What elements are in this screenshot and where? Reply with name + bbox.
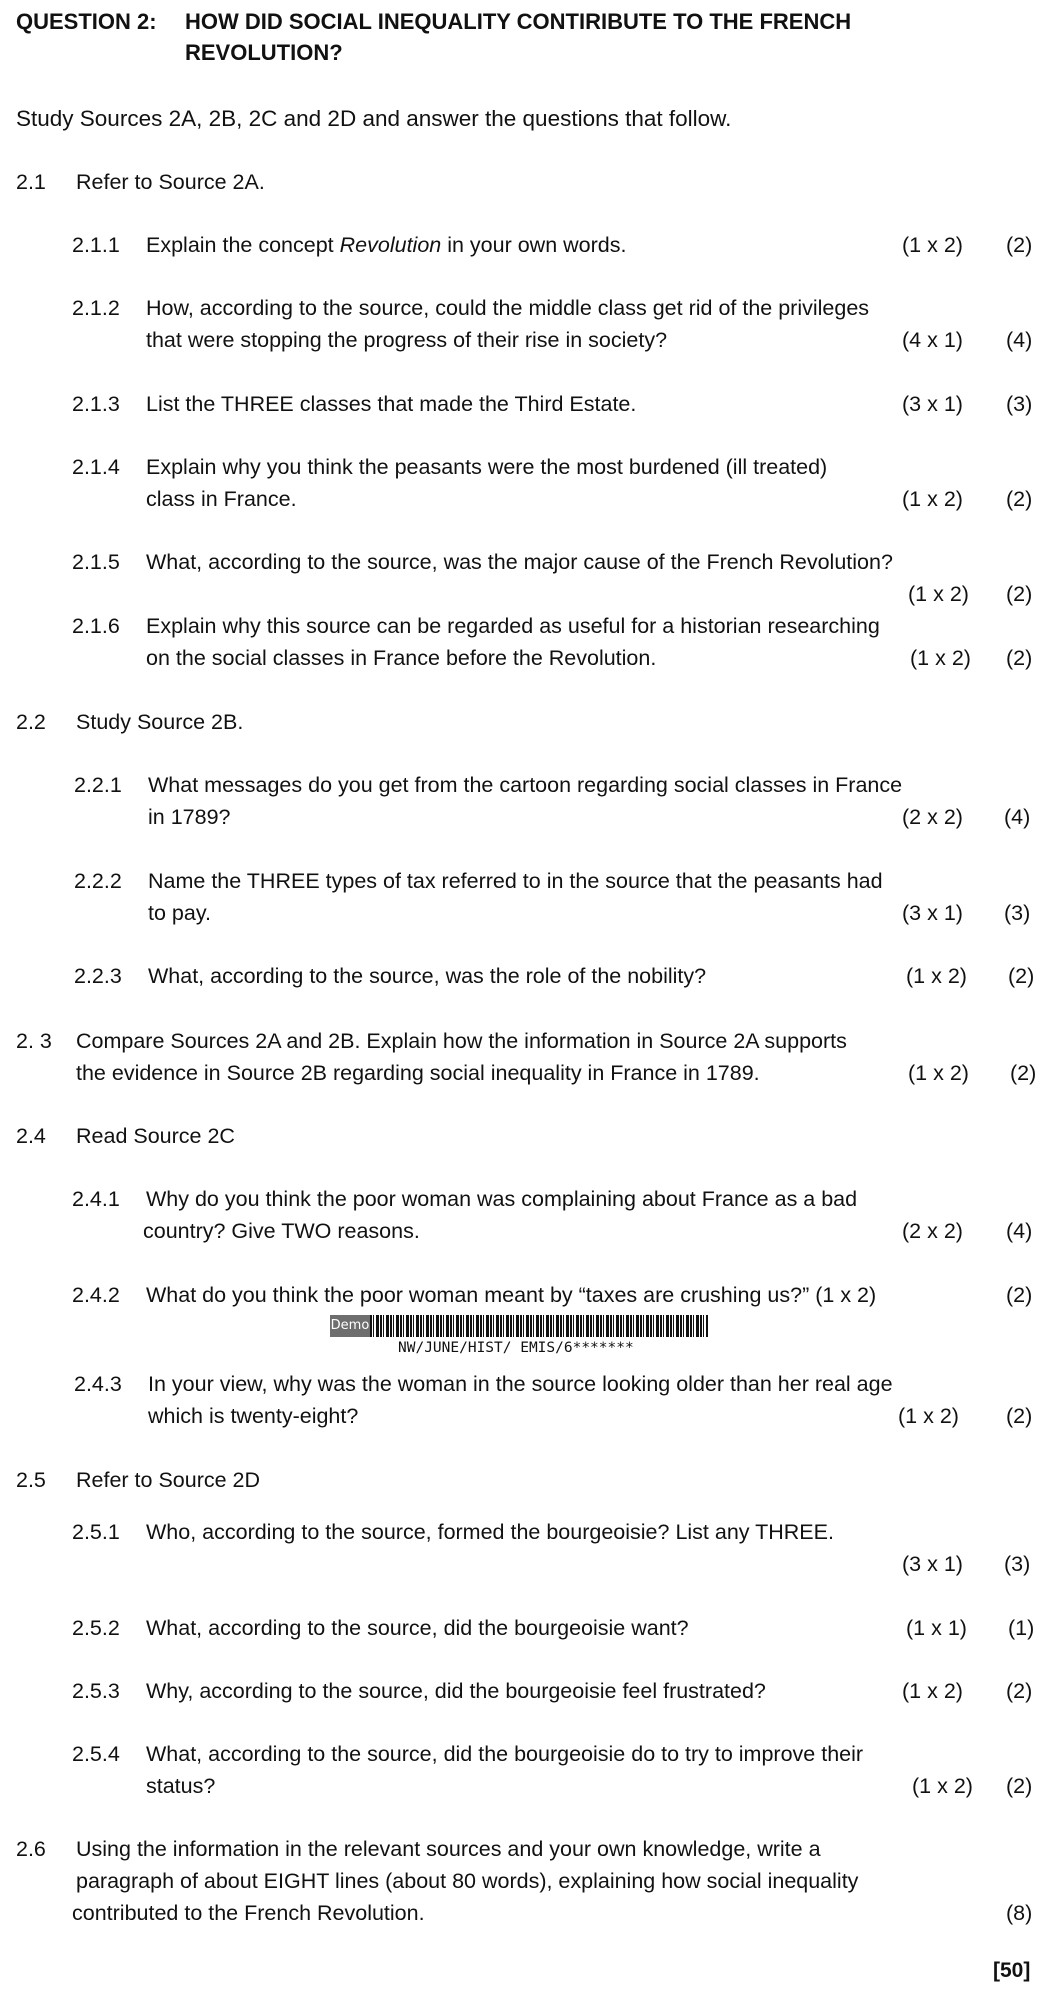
q-2-1-3-marks: (3)	[1006, 392, 1033, 416]
q-2-5-2-allocation: (1 x 1)	[906, 1616, 967, 1640]
section-2-6-line2: paragraph of about EIGHT lines (about 80 words), explaining how social inequality	[76, 1869, 859, 1893]
section-2-6-marks: (8)	[1006, 1901, 1033, 1925]
q-2-5-3-marks: (2)	[1006, 1679, 1033, 1703]
q-2-2-3-allocation: (1 x 2)	[906, 964, 967, 988]
q-2-5-4-number: 2.5.4	[72, 1742, 120, 1766]
q-2-1-6-allocation: (1 x 2)	[910, 646, 971, 670]
section-2-2-text: Study Source 2B.	[76, 710, 244, 734]
q-2-1-6-line2: on the social classes in France before the Revolution.	[146, 646, 657, 670]
section-2-4-text: Read Source 2C	[76, 1124, 235, 1148]
q-2-1-4-marks: (2)	[1006, 487, 1033, 511]
barcode-code: NW/JUNE/HIST/ EMIS/6*******	[398, 1340, 634, 1356]
q-2-4-3-allocation: (1 x 2)	[898, 1404, 959, 1428]
demo-badge: Demo	[330, 1315, 370, 1337]
q-2-1-6-marks: (2)	[1006, 646, 1033, 670]
section-2-3-marks: (2)	[1010, 1061, 1037, 1085]
q-2-1-5-number: 2.1.5	[72, 550, 120, 574]
q-2-4-2-text: What do you think the poor woman meant by “taxes are crushing us?” (1 x 2)	[146, 1283, 877, 1307]
barcode-image	[330, 1315, 708, 1337]
q-2-5-1-allocation: (3 x 1)	[902, 1552, 963, 1576]
section-2-6-line3: contributed to the French Revolution.	[72, 1901, 425, 1925]
q-2-4-2-marks: (2)	[1006, 1283, 1033, 1307]
barcode-footer	[330, 1315, 708, 1359]
q-2-4-3-marks: (2)	[1006, 1404, 1033, 1428]
q-2-5-3-text: Why, according to the source, did the bourgeoisie feel frustrated?	[146, 1679, 766, 1703]
q-2-2-1-allocation: (2 x 2)	[902, 805, 963, 829]
question-title-line1: HOW DID SOCIAL INEQUALITY CONTIRIBUTE TO THE FRENCH	[185, 9, 852, 34]
section-2-6-number: 2.6	[16, 1837, 46, 1861]
section-2-4-number: 2.4	[16, 1124, 46, 1148]
q-2-1-2-allocation: (4 x 1)	[902, 328, 963, 352]
q-2-5-1-number: 2.5.1	[72, 1520, 120, 1544]
total-marks: [50]	[993, 1959, 1031, 1982]
q-2-4-3-number: 2.4.3	[74, 1372, 122, 1396]
q-2-2-1-marks: (4)	[1004, 805, 1031, 829]
q-2-1-2-number: 2.1.2	[72, 296, 120, 320]
section-2-1-text: Refer to Source 2A.	[76, 170, 265, 194]
q-2-2-2-line2: to pay.	[148, 901, 211, 925]
q-2-4-1-line2: country? Give TWO reasons.	[143, 1219, 420, 1243]
q-2-1-6-line1: Explain why this source can be regarded as useful for a historian researching	[146, 614, 880, 638]
section-2-3-allocation: (1 x 2)	[908, 1061, 969, 1085]
section-2-6-line1: Using the information in the relevant sources and your own knowledge, write a	[76, 1837, 821, 1861]
q-2-2-3-marks: (2)	[1008, 964, 1035, 988]
q-2-1-1-allocation: (1 x 2)	[902, 233, 963, 257]
section-2-5-text: Refer to Source 2D	[76, 1468, 261, 1492]
q-2-1-3-allocation: (3 x 1)	[902, 392, 963, 416]
q-2-2-1-number: 2.2.1	[74, 773, 122, 797]
q-2-5-2-number: 2.5.2	[72, 1616, 120, 1640]
q-2-2-3-text: What, according to the source, was the role of the nobility?	[148, 964, 707, 988]
q-2-5-4-line1: What, according to the source, did the bourgeoisie do to try to improve their	[146, 1742, 864, 1766]
intro-text: Study Sources 2A, 2B, 2C and 2D and answer the questions that follow.	[16, 106, 732, 131]
q-2-1-5-allocation: (1 x 2)	[908, 582, 969, 606]
q-2-1-1-number: 2.1.1	[72, 233, 120, 257]
q-2-5-3-number: 2.5.3	[72, 1679, 120, 1703]
q-2-1-5-text: What, according to the source, was the major cause of the French Revolution?	[146, 550, 893, 574]
q-2-1-5-marks: (2)	[1006, 582, 1033, 606]
q-2-2-2-marks: (3)	[1004, 901, 1031, 925]
q-2-5-1-marks: (3)	[1004, 1552, 1031, 1576]
q-2-5-1-text: Who, according to the source, formed the bourgeoisie? List any THREE.	[146, 1520, 834, 1544]
q-2-5-3-allocation: (1 x 2)	[902, 1679, 963, 1703]
q-2-4-1-line1: Why do you think the poor woman was complaining about France as a bad	[146, 1187, 858, 1211]
q-2-1-1-italic-term: Revolution	[339, 233, 442, 257]
section-2-3-number: 2. 3	[16, 1029, 52, 1053]
q-2-1-6-number: 2.1.6	[72, 614, 120, 638]
q-2-5-4-allocation: (1 x 2)	[912, 1774, 973, 1798]
q-2-1-3-number: 2.1.3	[72, 392, 120, 416]
q-2-2-2-number: 2.2.2	[74, 869, 122, 893]
q-2-4-1-allocation: (2 x 2)	[902, 1219, 963, 1243]
q-2-1-1-text: Explain the concept Revolution in your own words.	[146, 233, 627, 257]
q-2-2-3-number: 2.2.3	[74, 964, 122, 988]
section-2-5-number: 2.5	[16, 1468, 46, 1492]
q-2-1-1-marks: (2)	[1006, 233, 1033, 257]
section-2-2-number: 2.2	[16, 710, 46, 734]
section-2-1-number: 2.1	[16, 170, 46, 194]
q-2-1-2-line2: that were stopping the progress of their rise in society?	[146, 328, 668, 352]
q-2-1-2-marks: (4)	[1006, 328, 1033, 352]
q-2-5-2-text: What, according to the source, did the bourgeoisie want?	[146, 1616, 689, 1640]
q-2-4-3-line1: In your view, why was the woman in the source looking older than her real age	[148, 1372, 893, 1396]
q-2-2-1-line1: What messages do you get from the cartoon regarding social classes in France	[148, 773, 903, 797]
q-2-5-2-marks: (1)	[1008, 1616, 1035, 1640]
q-2-1-4-allocation: (1 x 2)	[902, 487, 963, 511]
q-2-1-4-number: 2.1.4	[72, 455, 120, 479]
q-2-4-3-line2: which is twenty-eight?	[148, 1404, 359, 1428]
q-2-5-4-marks: (2)	[1006, 1774, 1033, 1798]
q-2-4-1-number: 2.4.1	[72, 1187, 120, 1211]
q-2-4-2-number: 2.4.2	[72, 1283, 120, 1307]
q-2-5-4-line2: status?	[146, 1774, 216, 1798]
question-title-line2: REVOLUTION?	[185, 40, 343, 65]
section-2-3-line1: Compare Sources 2A and 2B. Explain how the information in Source 2A supports	[76, 1029, 847, 1053]
question-label: QUESTION 2:	[16, 9, 157, 34]
q-2-1-4-line2: class in France.	[146, 487, 297, 511]
q-2-1-2-line1: How, according to the source, could the middle class get rid of the privileges	[146, 296, 870, 320]
section-2-3-line2: the evidence in Source 2B regarding social inequality in France in 1789.	[76, 1061, 760, 1085]
q-2-2-1-line2: in 1789?	[148, 805, 231, 829]
q-2-1-4-line1: Explain why you think the peasants were the most burdened (ill treated)	[146, 455, 828, 479]
q-2-4-1-marks: (4)	[1006, 1219, 1033, 1243]
q-2-2-2-allocation: (3 x 1)	[902, 901, 963, 925]
q-2-1-3-text: List the THREE classes that made the Third Estate.	[146, 392, 637, 416]
q-2-2-2-line1: Name the THREE types of tax referred to in the source that the peasants had	[148, 869, 883, 893]
